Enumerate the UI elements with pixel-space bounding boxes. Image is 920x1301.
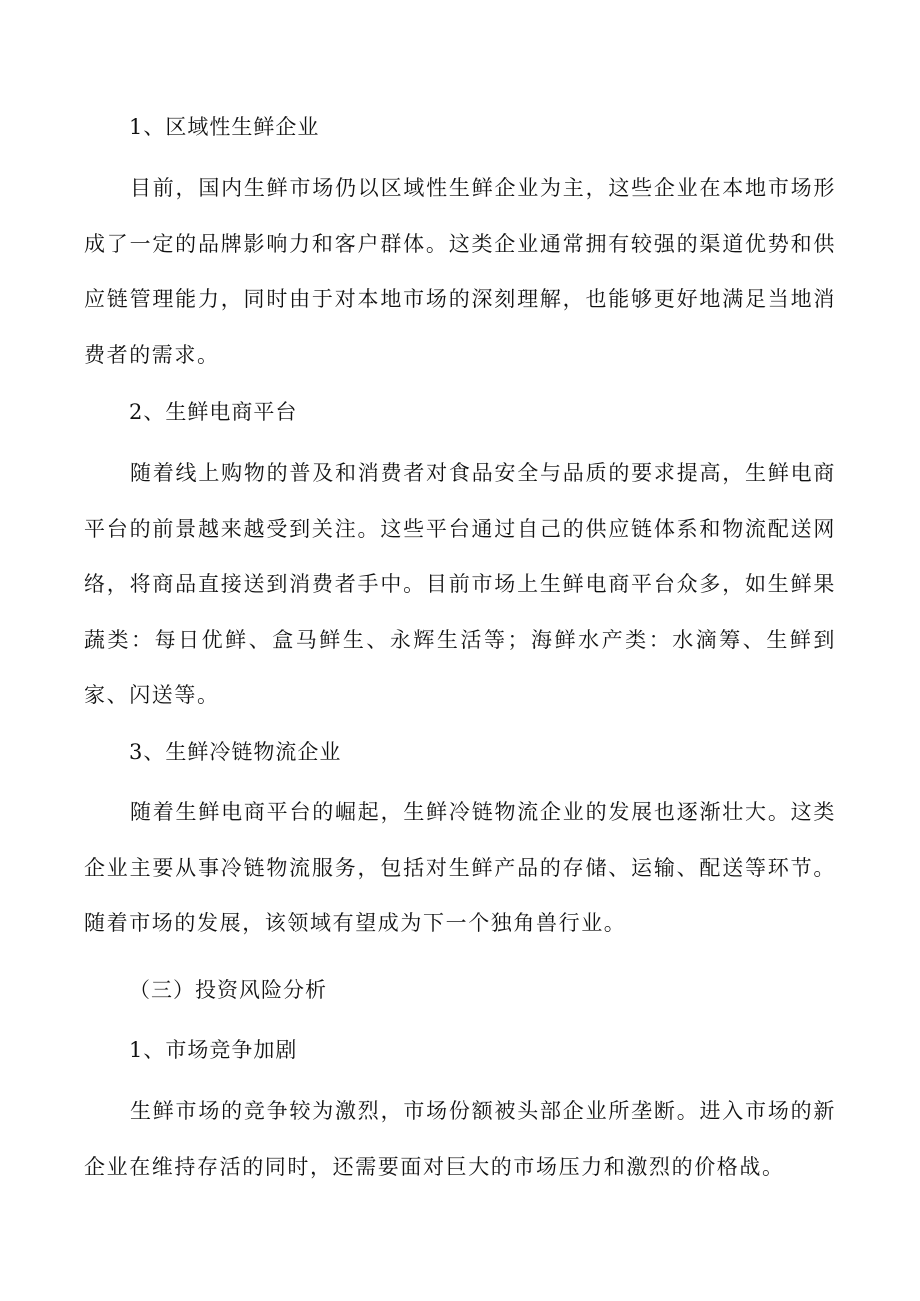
- paragraph-cold-chain-logistics: 随着生鲜电商平台的崛起，生鲜冷链物流企业的发展也逐渐壮大。这类企业主要从事冷链物流服务，包括对生鲜产品的存储、运输、配送等环节。随着市场的发展，该领域有望成为下一个独角兽行业。: [84, 800, 836, 936]
- paragraph-ecommerce-platforms: 随着线上购物的普及和消费者对食品安全与品质的要求提高，生鲜电商平台的前景越来越受到关注。这些平台通过自己的供应链体系和物流配送网络，将商品直接送到消费者手中。目前市场上生鲜电商平台众多，如生鲜果蔬类：每日优鲜、盒马鲜生、永辉生活等；海鲜水产类：水滴筹、生鲜到家、闪送等。: [84, 461, 836, 708]
- heading-cold-chain-logistics: 3、生鲜冷链物流企业: [129, 740, 342, 764]
- heading-market-competition: 1、市场竞争加剧: [129, 1038, 298, 1062]
- paragraph-regional-enterprises: 目前，国内生鲜市场仍以区域性生鲜企业为主，这些企业在本地市场形成了一定的品牌影响力和客户群体。这类企业通常拥有较强的渠道优势和供应链管理能力，同时由于对本地市场的深刻理解，也能够更好地满足当地消费者的需求。: [84, 176, 836, 367]
- heading-regional-enterprises: 1、区域性生鲜企业: [129, 115, 320, 139]
- section-heading-investment-risk: （三）投资风险分析: [129, 978, 327, 1002]
- heading-ecommerce-platforms: 2、生鲜电商平台: [129, 400, 298, 424]
- paragraph-market-competition: 生鲜市场的竞争较为激烈，市场份额被头部企业所垄断。进入市场的新企业在维持存活的同时，还需要面对巨大的市场压力和激烈的价格战。: [84, 1099, 836, 1179]
